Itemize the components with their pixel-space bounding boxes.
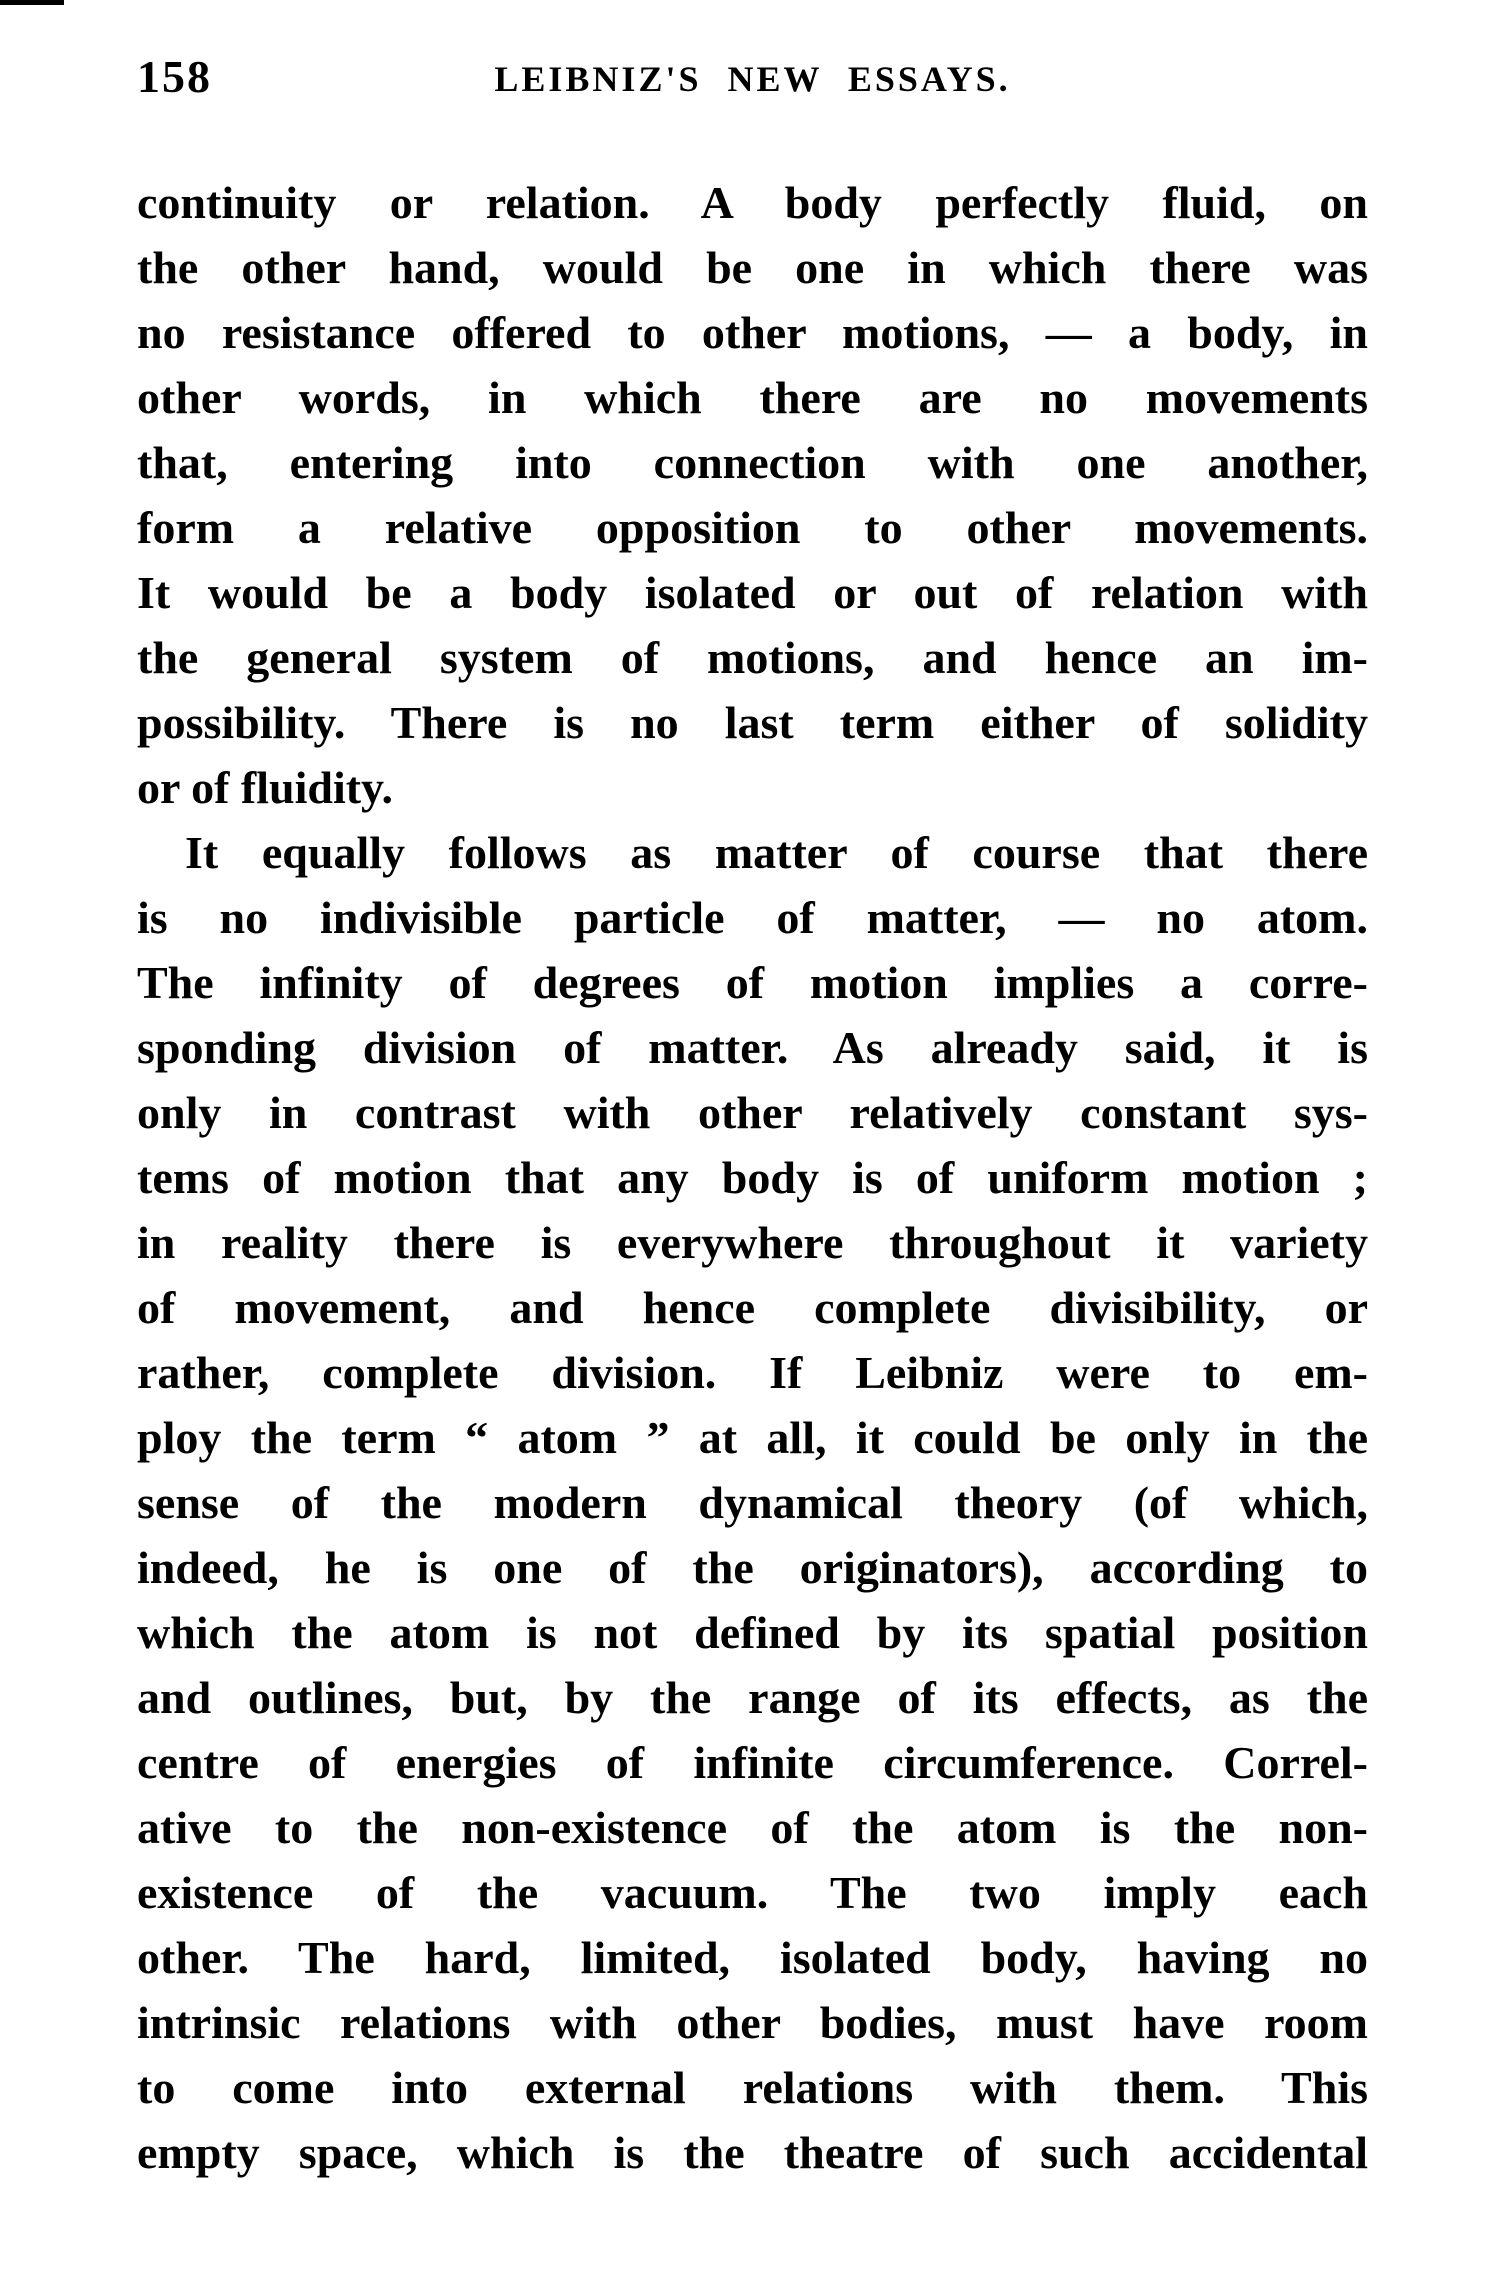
text-line: other. The hard, limited, isolated body, having no (137, 1932, 1368, 1983)
text-line: to come into external relations with them. This (137, 2062, 1368, 2113)
page-text (137, 170, 1368, 2185)
text-line: that, entering into connection with one another, (137, 437, 1368, 488)
text-line: sense of the modern dynamical theory (of which, (137, 1477, 1368, 1528)
text-line: is no indivisible particle of matter, — no atom. (137, 892, 1368, 943)
text-line: ploy the term “ atom ” at all, it could be only in the (137, 1412, 1368, 1463)
text-line: existence of the vacuum. The two imply each (137, 1867, 1368, 1918)
text-line: of movement, and hence complete divisibility, or (137, 1282, 1368, 1333)
text-line: which the atom is not defined by its spatial position (137, 1607, 1368, 1658)
text-line: The infinity of degrees of motion implies a corre- (137, 957, 1368, 1008)
paragraph (137, 170, 1368, 820)
text-line: no resistance offered to other motions, — a body, in (137, 307, 1368, 358)
text-line: tems of motion that any body is of uniform motion ; (137, 1152, 1368, 1203)
text-line: rather, complete division. If Leibniz were to em- (137, 1347, 1368, 1398)
text-line: empty space, which is the theatre of such accidental (137, 2127, 1368, 2178)
text-line: only in contrast with other relatively constant sys- (137, 1087, 1368, 1138)
text-line: the other hand, would be one in which there was (137, 242, 1368, 293)
scan-edge-artifact (0, 0, 64, 5)
text-line: It equally follows as matter of course that there (185, 827, 1368, 878)
text-line: form a relative opposition to other movements. (137, 502, 1368, 553)
text-line: in reality there is everywhere throughout it variety (137, 1217, 1368, 1268)
text-line: sponding division of matter. As already said, it is (137, 1022, 1368, 1073)
paragraph (137, 820, 1368, 2185)
text-line: other words, in which there are no movements (137, 372, 1368, 423)
text-line: or of fluidity. (137, 762, 394, 813)
text-line: intrinsic relations with other bodies, must have room (137, 1997, 1368, 2048)
text-line: centre of energies of infinite circumference. Correl- (137, 1737, 1368, 1788)
page-number: 158 (137, 51, 212, 102)
text-line: continuity or relation. A body perfectly fluid, on (137, 177, 1368, 228)
text-line: It would be a body isolated or out of relation with (137, 567, 1368, 618)
running-title: LEIBNIZ'S NEW ESSAYS. (494, 59, 1011, 99)
text-line: the general system of motions, and hence an im- (137, 632, 1368, 683)
text-line: possibility. There is no last term either of solidity (137, 697, 1368, 748)
text-line: indeed, he is one of the originators), according to (137, 1542, 1368, 1593)
text-line: ative to the non-existence of the atom is the non- (137, 1802, 1368, 1853)
text-line: and outlines, but, by the range of its effects, as the (137, 1672, 1368, 1723)
page-header (137, 50, 1368, 106)
